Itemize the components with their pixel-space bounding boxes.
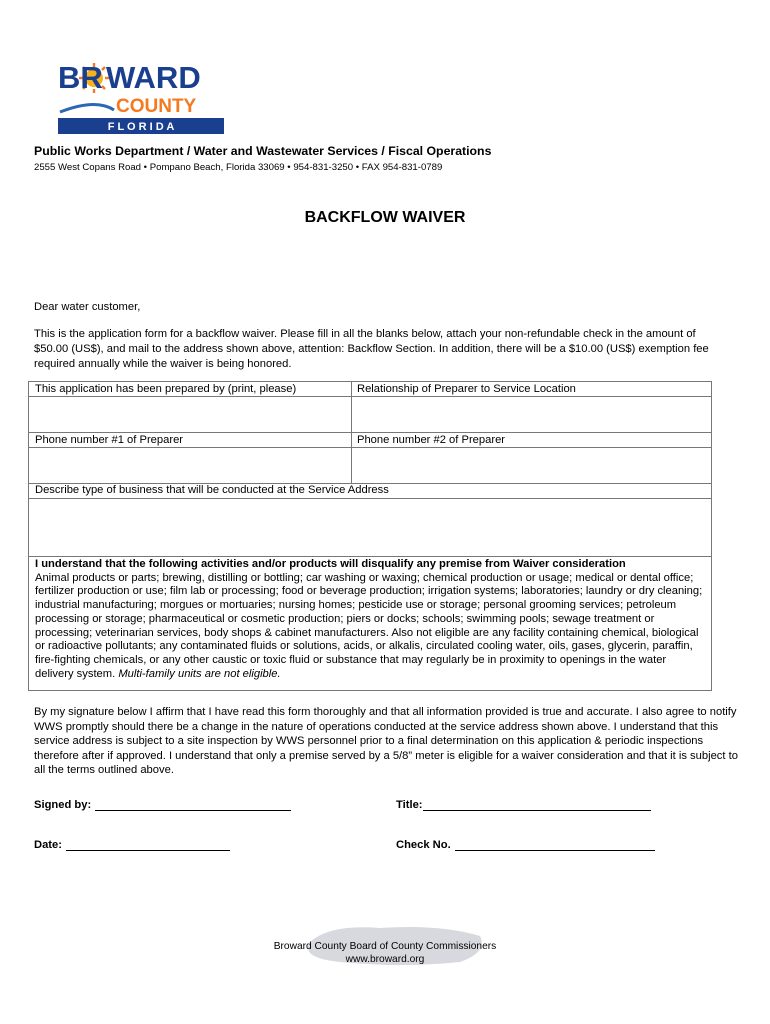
relationship-label: Relationship of Preparer to Service Location <box>357 383 576 395</box>
signed-by-line[interactable] <box>95 799 291 811</box>
affirmation-paragraph: By my signature below I affirm that I have read this form thoroughly and that all information provided is true and accurate. I also agree to notify WWS promptly should there be a change in the nature of operations conducted at the service address shown above. I understand that this service address is subject to a site inspection by WWS personnel prior to a final determination on this application & periodic inspections therefore after if approved. I understand that only a premise served by a 5/8” meter is eligible for a waiver consideration and that it is subject to all the terms outlined above. <box>34 706 738 776</box>
phone2-label: Phone number #2 of Preparer <box>357 434 506 446</box>
date-label: Date: <box>34 839 62 851</box>
greeting: Dear water customer, <box>34 301 141 313</box>
logo-word-top: BR <box>58 60 103 95</box>
footer <box>0 940 770 966</box>
prepared-by-label: This application has been prepared by (print, please) <box>35 383 297 395</box>
date-row <box>34 839 230 851</box>
intro-paragraph: This is the application form for a backflow waiver. Please fill in all the blanks below, attach your non-refundable check in the amount of $50.00 (US$), and mail to the address shown above, attention: Backflow Section. In addition, there will be a $10.00 (US$) exemption fee required annually while the waiver is being honored. <box>34 328 709 370</box>
disqualify-note: Multi-family units are not eligible. <box>118 667 281 680</box>
disqualify-heading: I understand that the following activities and/or products will disqualify any premise from Waiver consideration <box>35 558 626 570</box>
check-no-label: Check No. <box>396 839 451 851</box>
relationship-field[interactable] <box>351 397 713 432</box>
department-address: 2555 West Copans Road • Pompano Beach, Florida 33069 • 954-831-3250 • FAX 954-831-0789 <box>34 162 443 173</box>
phone1-field[interactable] <box>29 448 351 483</box>
phone2-field[interactable] <box>351 448 713 483</box>
check-no-line[interactable] <box>455 839 655 851</box>
disqualify-section <box>29 558 711 681</box>
logo-word-mid: COUNTY <box>116 96 197 117</box>
title-row <box>396 799 651 811</box>
signed-by-label: Signed by: <box>34 799 92 811</box>
broward-county-logo <box>56 58 226 136</box>
date-line[interactable] <box>66 839 230 851</box>
phone1-label: Phone number #1 of Preparer <box>35 434 184 446</box>
business-field[interactable] <box>29 499 713 556</box>
application-form <box>28 381 712 691</box>
department-heading: Public Works Department / Water and Wastewater Services / Fiscal Operations <box>34 144 492 158</box>
footer-line1: Broward County Board of County Commissioners <box>273 941 497 952</box>
footer-website[interactable]: www.broward.org <box>345 954 425 965</box>
check-no-row <box>396 839 655 851</box>
prepared-by-field[interactable] <box>29 397 351 432</box>
page-title: BACKFLOW WAIVER <box>304 209 466 226</box>
signed-by-row <box>34 799 291 811</box>
business-label: Describe type of business that will be conducted at the Service Address <box>35 484 389 496</box>
logo-word-bottom: F L O R I D A <box>107 121 175 133</box>
title-label: Title: <box>396 799 423 811</box>
svg-text:WARD: WARD <box>106 60 201 95</box>
title-line[interactable] <box>423 799 651 811</box>
disqualify-text: Animal products or parts; brewing, distilling or bottling; car washing or waxing; chemical production or usage; medical or dental office; fertilizer production or use; film lab or processing; food or beverage production; irrigation systems; laboratories; laundry or dry cleaning; industrial manufacturing; morgues or mortuaries; nursing homes; pesticide use or storage; personal grooming services; petroleum processing or storage; pharmaceutical or cosmetic production; piers or docks; schools; swimming pools; sewage treatment or processing; veterinarian services, body shops & cabinet manufacturers. Also not eligible are any facility containing chemical, biological or radioactive pollutants; any contaminated fluids or solutions, acids, or alkalis, circulated cooling water, oils, gases, glycerin, paraffin, fire-fighting chemicals, or any other caustic or toxic fluid or substance that may regularly be in proximity to openings in the water delivery system. <box>35 571 703 680</box>
